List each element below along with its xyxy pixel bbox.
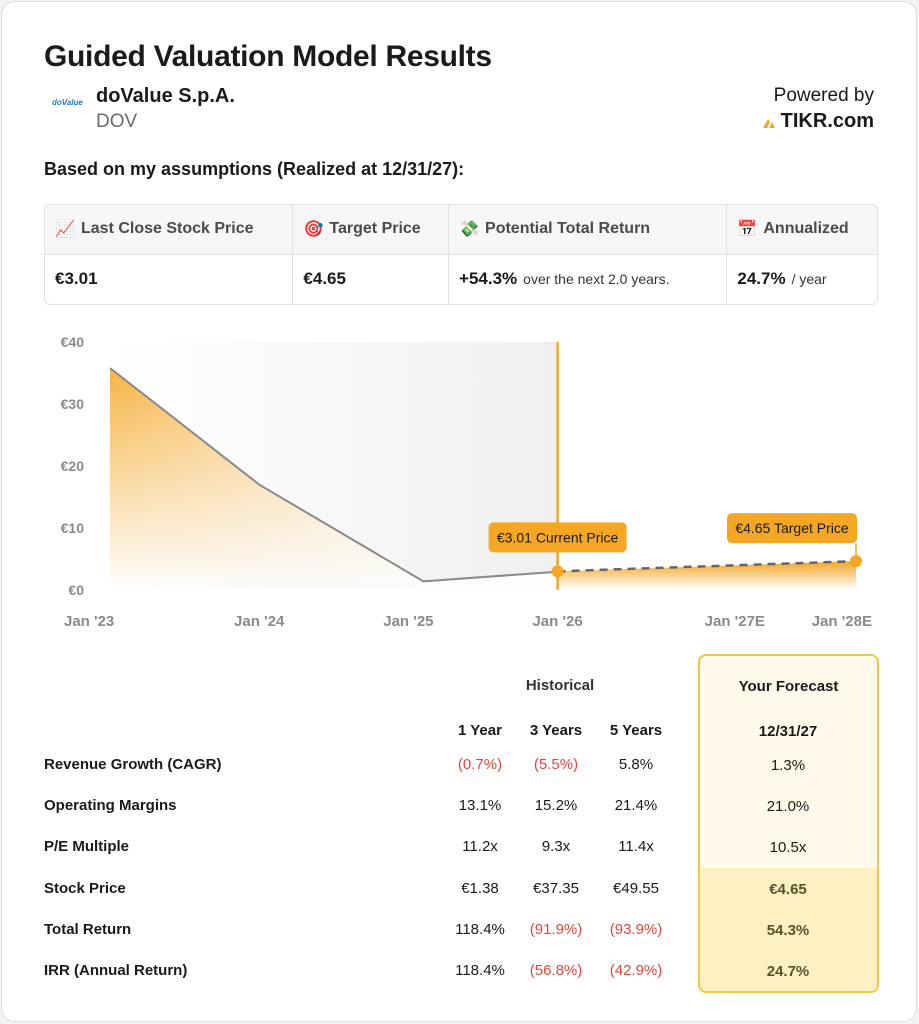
row-label: Revenue Growth (CAGR) <box>44 756 222 773</box>
forecast-cell: 10.5x <box>769 839 807 857</box>
x-tick-label: Jan '28E <box>811 613 872 630</box>
summary-label: Last Close Stock Price <box>81 220 254 238</box>
x-tick-label: Jan '25 <box>383 613 434 630</box>
summary-value: €4.65 <box>303 269 346 289</box>
current-price-label: €3.01 Current Price <box>496 529 619 546</box>
annotation-point <box>850 555 862 567</box>
table-cell: (5.5%) <box>533 756 579 773</box>
summary-col-annualized <box>727 205 877 304</box>
valuation-table <box>2 652 919 1002</box>
table-cell: 9.3x <box>541 838 571 856</box>
x-tick-label: Jan '23 <box>64 613 115 630</box>
summary-suffix: over the next 2.0 years. <box>523 271 670 288</box>
y-tick-label: €40 <box>60 334 84 350</box>
forecast-area <box>558 561 856 590</box>
summary-value: 24.7% <box>737 269 786 289</box>
forecast-header: Your Forecast <box>738 678 839 695</box>
forecast-date-header: 12/31/27 <box>758 723 818 740</box>
annotation-point <box>552 565 564 577</box>
table-cell: 5.8% <box>618 756 654 773</box>
forecast-cell: 24.7% <box>766 963 810 980</box>
row-label: Stock Price <box>44 879 126 897</box>
company-name: doValue S.p.A. <box>96 85 235 107</box>
summary-label: Target Price <box>329 220 421 238</box>
forecast-cell: 54.3% <box>766 921 810 939</box>
column-header: 5 Years <box>609 722 663 739</box>
table-cell: 13.1% <box>458 797 502 815</box>
summary-col-total-return <box>449 205 727 304</box>
forecast-cell: 21.0% <box>766 798 810 816</box>
summary-label: Potential Total Return <box>485 220 651 238</box>
summary-label: Annualized <box>763 220 849 238</box>
table-cell: €37.35 <box>533 879 579 897</box>
table-cell: (0.7%) <box>457 756 503 773</box>
summary-suffix: / year <box>791 271 827 288</box>
valuation-card <box>1 1 917 1022</box>
ticker-symbol: DOV <box>96 111 138 132</box>
table-cell: €49.55 <box>613 879 659 897</box>
row-label: Operating Margins <box>44 797 177 815</box>
y-tick-label: €0 <box>68 582 84 598</box>
table-cell: 118.4% <box>455 920 505 938</box>
table-cell: (56.8%) <box>529 962 583 979</box>
summary-table <box>44 204 878 305</box>
powered-by-label: Powered by <box>773 85 874 106</box>
row-label: P/E Multiple <box>44 838 130 856</box>
table-cell: 11.4x <box>618 838 654 856</box>
price-chart <box>2 322 919 642</box>
target-price-label: €4.65 Target Price <box>735 520 849 537</box>
row-label: Total Return <box>44 920 132 938</box>
table-cell: (91.9%) <box>529 920 583 938</box>
y-tick-label: €20 <box>60 458 84 474</box>
money-wings-icon: 💸 <box>459 221 479 239</box>
row-label: IRR (Annual Return) <box>44 962 188 979</box>
historical-header: Historical <box>525 677 595 694</box>
column-header: 3 Years <box>529 722 583 739</box>
table-cell: €1.38 <box>461 879 499 897</box>
y-tick-label: €30 <box>60 396 84 412</box>
summary-col-target <box>293 205 449 304</box>
chart-increasing-icon: 📈 <box>55 221 75 239</box>
column-header: 1 Year <box>458 722 502 739</box>
summary-value: €3.01 <box>55 269 98 289</box>
assumptions-label: Based on my assumptions (Realized at 12/31/27): <box>44 159 465 179</box>
x-tick-label: Jan '27E <box>704 613 765 630</box>
table-cell: 21.4% <box>614 797 658 815</box>
x-tick-label: Jan '24 <box>234 613 285 630</box>
table-cell: 15.2% <box>534 797 578 815</box>
y-tick-label: €10 <box>60 520 84 536</box>
summary-col-last-close <box>45 205 293 304</box>
x-tick-label: Jan '26 <box>532 613 583 630</box>
tikr-logo-icon <box>763 116 777 128</box>
page-title: Guided Valuation Model Results <box>44 40 492 73</box>
table-cell: 11.2x <box>462 838 498 856</box>
tikr-brand-label: TIKR.com <box>780 110 874 132</box>
target-icon: 🎯 <box>303 221 324 239</box>
company-logo: doValue <box>52 98 83 107</box>
forecast-cell: €4.65 <box>769 880 807 898</box>
tikr-brand-link[interactable] <box>763 110 874 133</box>
summary-value: +54.3% <box>459 269 518 289</box>
forecast-column <box>698 654 879 993</box>
forecast-cell: 1.3% <box>770 757 806 774</box>
table-cell: 118.4% <box>455 962 505 979</box>
calendar-icon: 📅 <box>737 221 758 239</box>
table-cell: (93.9%) <box>609 920 663 938</box>
table-cell: (42.9%) <box>609 962 663 979</box>
